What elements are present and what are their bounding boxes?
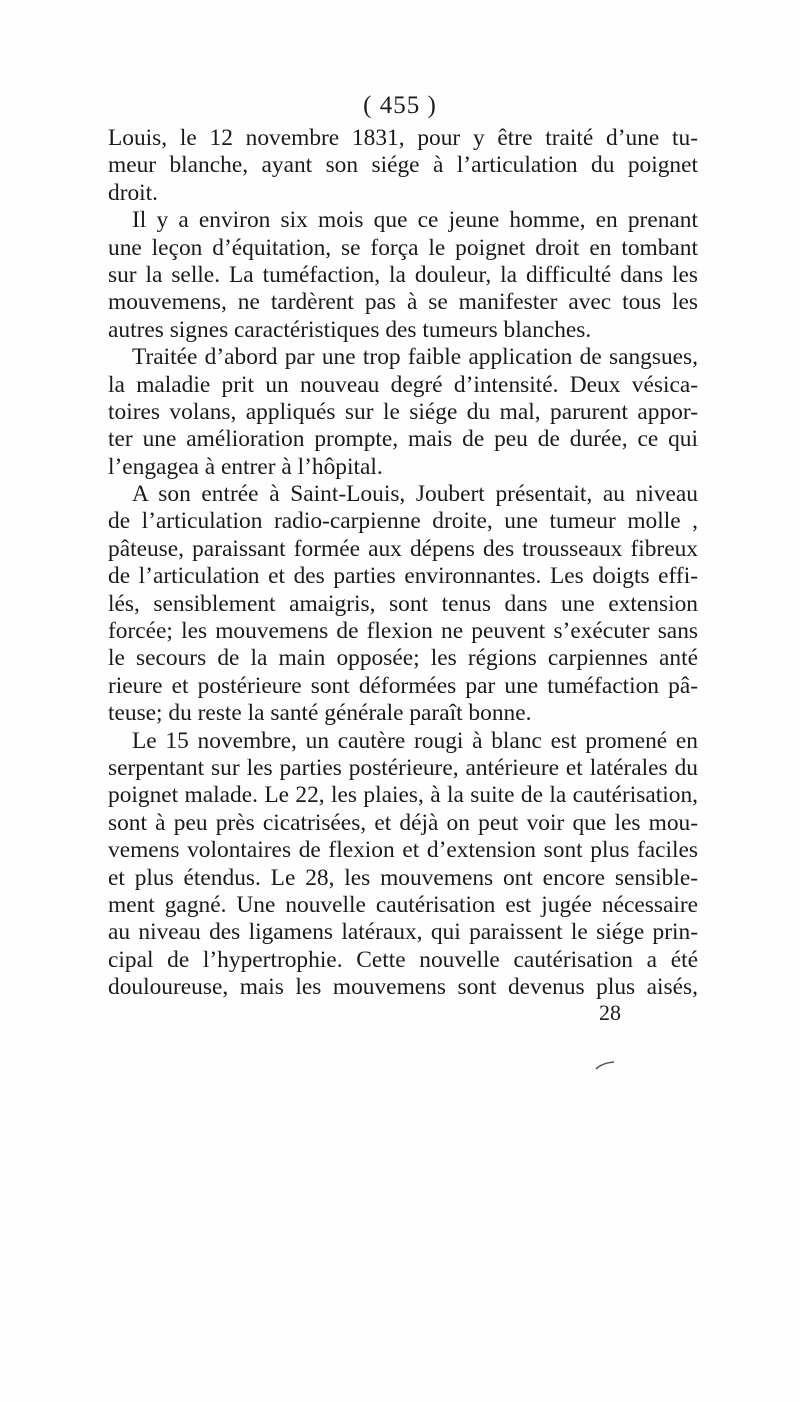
text-line: droit. [108,179,159,206]
text-line: de l’articulation et des parties environnantes. Les doigts effi- [108,563,698,590]
text-line: meur blanche, ayant son siége à l’articulation du poignet [108,152,698,179]
text-line: toires volans, appliqués sur le siége du mal, parurent appor- [108,398,698,425]
text-line: ment gagné. Une nouvelle cautérisation est jugée nécessaire [108,891,698,918]
text-line: le secours de la main opposée; les régions carpiennes anté [108,645,698,672]
text-line: poignet malade. Le 22, les plaies, à la suite de la cautérisation, [108,782,698,809]
text-line: la maladie prit un nouveau degré d’intensité. Deux vésica- [108,371,698,398]
text-line: l’engagea à entrer à l’hôpital. [108,453,383,480]
text-line: Louis, le 12 novembre 1831, pour y être traité d’une tu- [108,125,698,151]
text-line: Traitée d’abord par une trop faible application de sangsues, [132,344,698,371]
text-line: de l’articulation radio-carpienne droite, une tumeur molle , [108,508,698,535]
text-line: sont à peu près cicatrisées, et déjà on peut voir que les mou- [108,809,698,836]
text-line: cipal de l’hypertrophie. Cette nouvelle cautérisation a été [108,946,698,973]
text-line: mouvemens, ne tardèrent pas à se manifester avec tous les [108,289,698,316]
text-line: lés, sensiblement amaigris, sont tenus dans une extension [108,590,698,617]
text-line: douloureuse, mais les mouvemens sont devenus plus aisés, [108,974,698,1001]
text-line: forcée; les mouvemens de flexion ne peuvent s’exécuter sans [108,618,698,645]
page-number: ( 455 ) [363,92,437,119]
catchword: 28 [599,1000,621,1025]
text-line: serpentant sur les parties postérieure, antérieure et latérales du [108,754,698,781]
text-line: sur la selle. La tuméfaction, la douleur, la difficulté dans les [108,261,698,288]
text-line: Il y a environ six mois que ce jeune homme, en prenant [132,207,698,234]
text-line: teuse; du reste la santé générale paraît bonne. [108,700,532,727]
text-line: une leçon d’équitation, se força le poignet droit en tombant [108,234,698,261]
text-line: A son entrée à Saint-Louis, Joubert présentait, au niveau [132,481,698,508]
text-line: autres signes caractéristiques des tumeurs blanches. [108,316,592,343]
body-text [108,125,698,1002]
text-line: et plus étendus. Le 28, les mouvemens ont encore sensible- [108,864,698,891]
text-line: pâteuse, paraissant formée aux dépens des trousseaux fibreux [108,535,698,562]
text-line: vemens volontaires de flexion et d’extension sont plus faciles [108,837,698,864]
ink-mark [594,1061,616,1071]
text-line: rieure et postérieure sont déformées par une tuméfaction pâ- [108,672,698,699]
text-line: ter une amélioration prompte, mais de peu de durée, ce qui [108,426,698,453]
text-line: au niveau des ligamens latéraux, qui paraissent le siége prin- [108,919,698,946]
text-line: Le 15 novembre, un cautère rougi à blanc est promené en [132,727,698,754]
